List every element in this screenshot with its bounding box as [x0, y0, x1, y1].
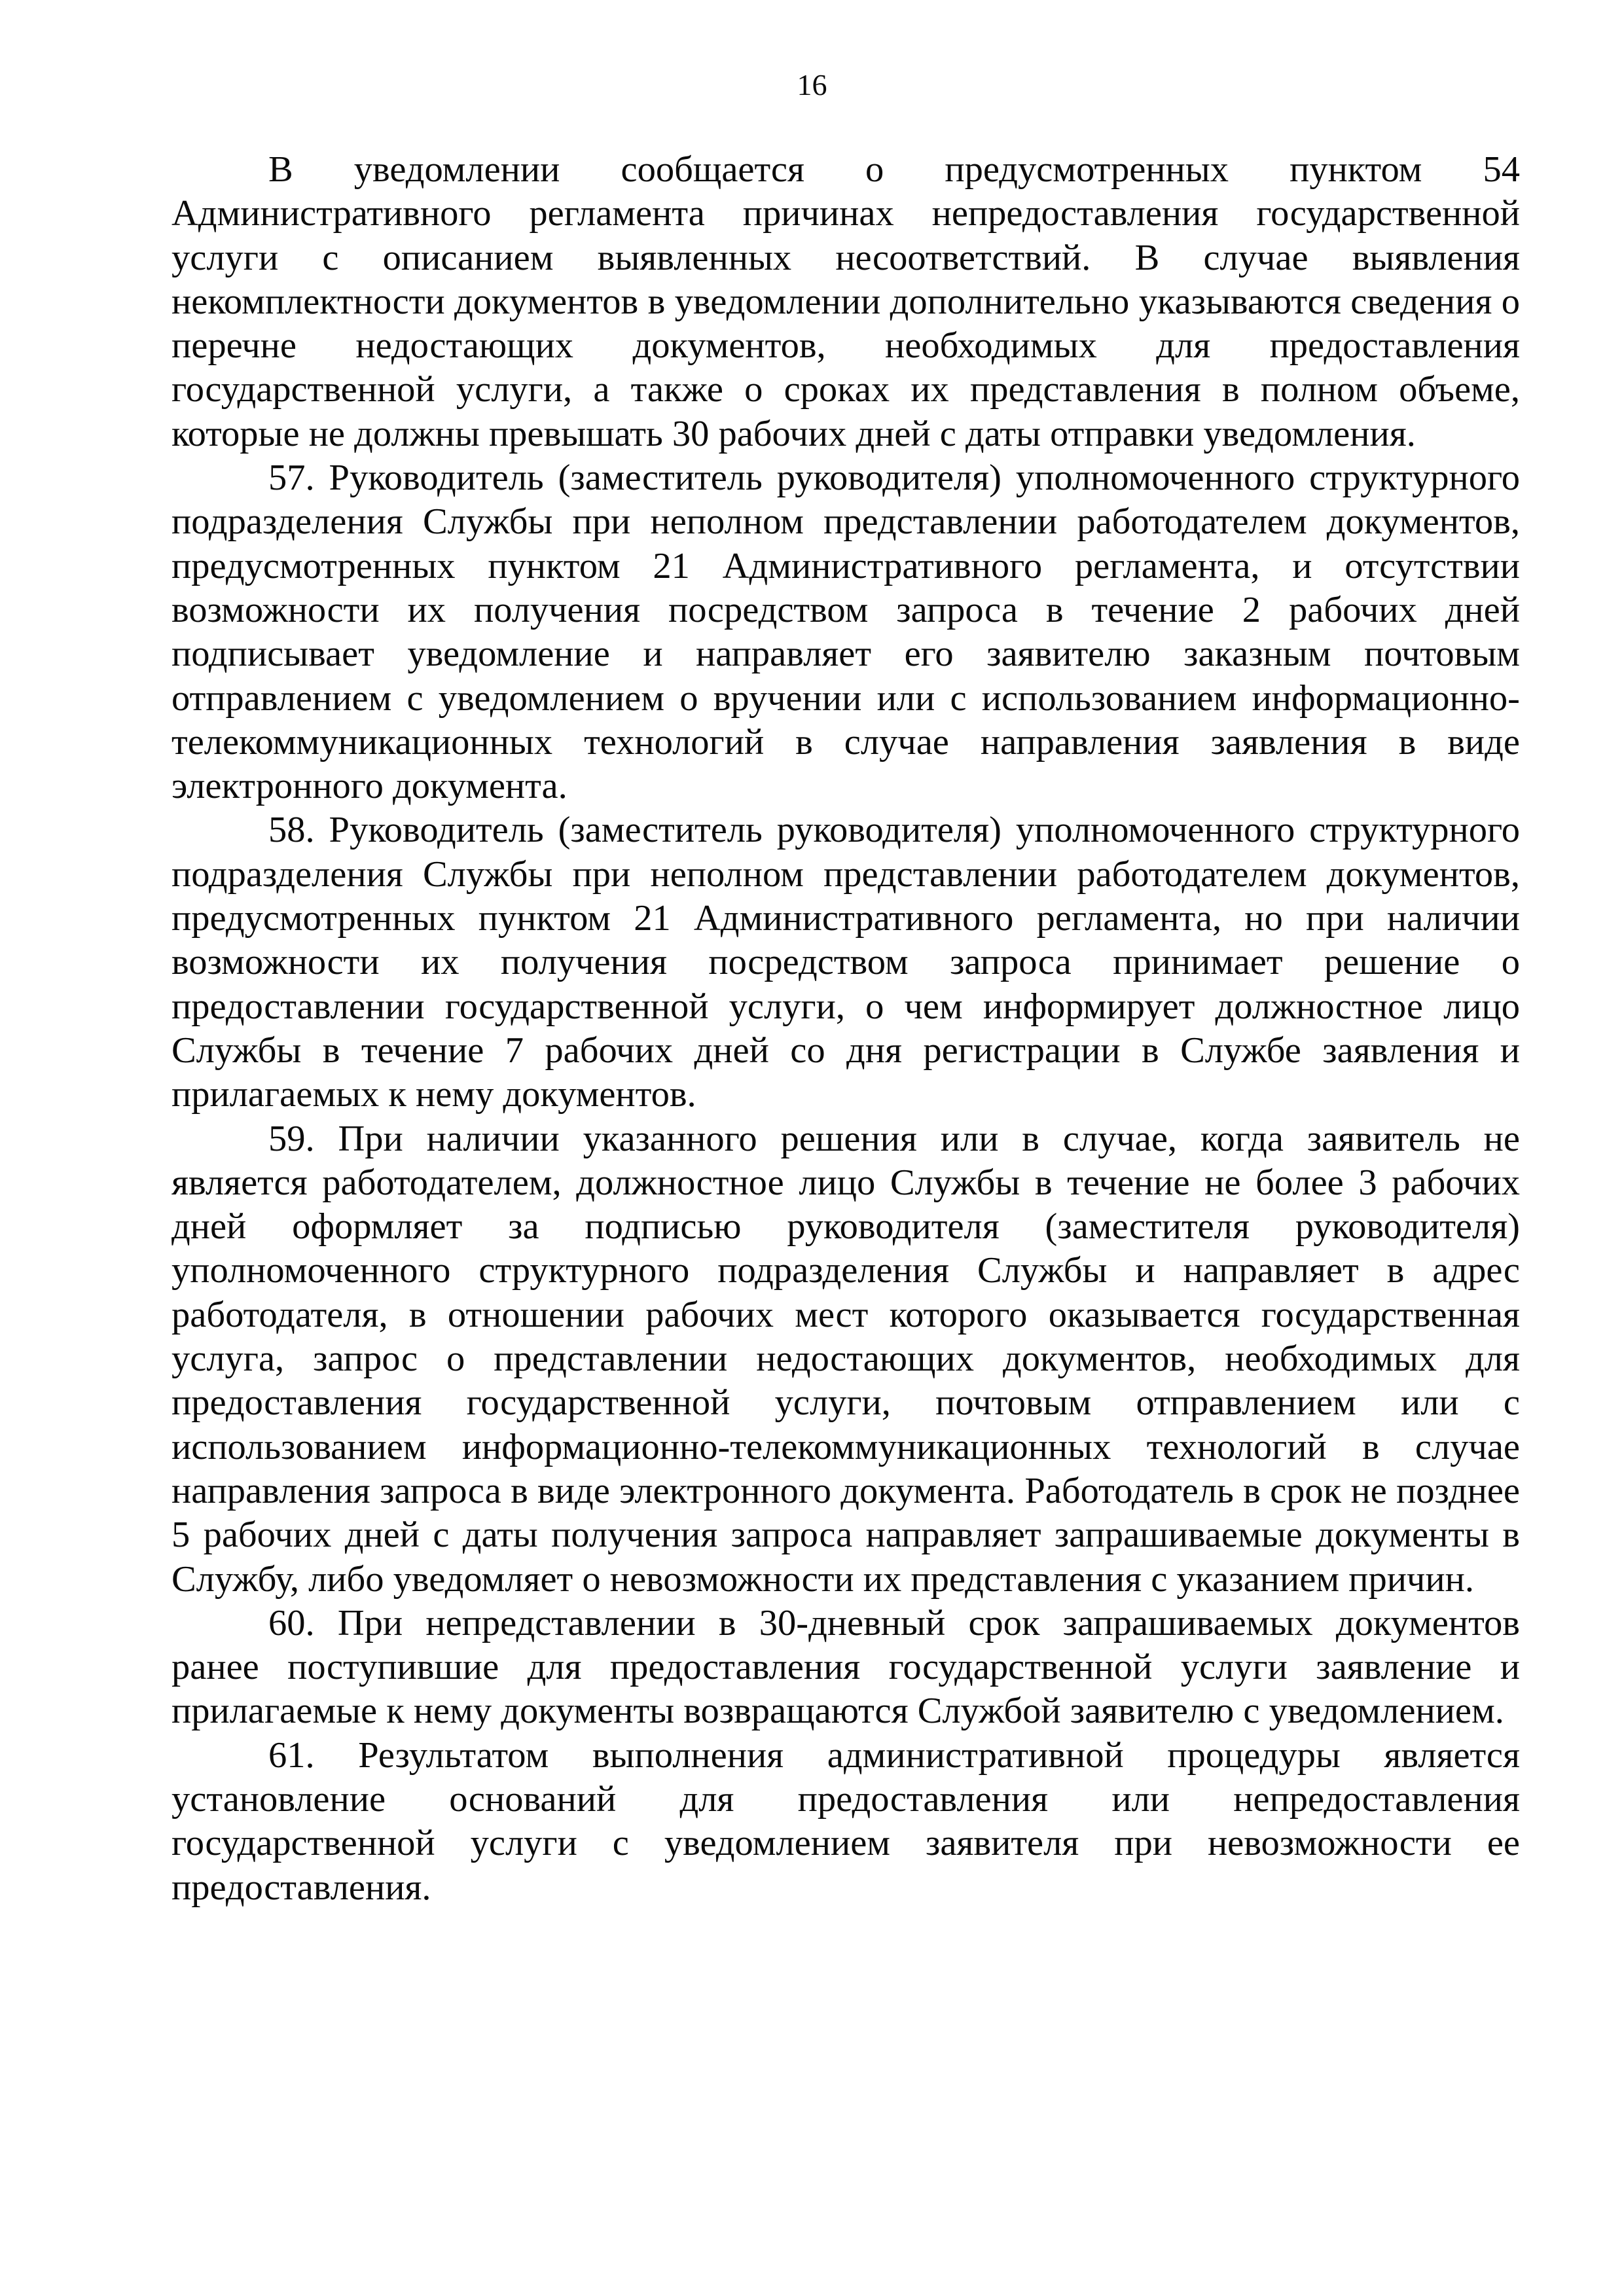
paragraph-59: 59. При наличии указанного решения или в случае, когда заявитель не является работодателем, должностное лицо Службы в течение не более 3 рабочих дней оформляет за подписью руководителя (заместителя руководителя) уполномоченного структурного подразделения Службы и направляет в адрес работодателя, в отношении рабочих мест которого оказывается государственная услуга, запрос о представлении недостающих документов, необходимых для предоставления государственной услуги, почтовым отправлением или с использованием информационно-телекоммуникационных технологий в случае направления запроса в виде электронного документа. Работодатель в срок не позднее 5 рабочих дней с даты получения запроса направляет запрашиваемые документы в Службу, либо уведомляет о невозможности их представления с указанием причин.	[171, 1118, 1520, 1600]
paragraph-57: 57. Руководитель (заместитель руководителя) уполномоченного структурного подразделения Службы при неполном представлении работодателем документов, предусмотренных пунктом 21 Административного регламента, и отсутствии возможности их получения посредством запроса в течение 2 рабочих дней подписывает уведомление и направляет его заявителю заказным почтовым отправлением с уведомлением о вручении или с использованием информационно-телекоммуникационных технологий в случае направления заявления в виде электронного документа.	[171, 457, 1520, 807]
paragraph-notification-contents: В уведомлении сообщается о предусмотренных пунктом 54 Административного регламента причинах непредоставления государственной услуги с описанием выявленных несоответствий. В случае выявления некомплектности документов в уведомлении дополнительно указываются сведения о перечне недостающих документов, необходимых для предоставления государственной услуги, а также о сроках их представления в полном объеме, которые не должны превышать 30 рабочих дней с даты отправки уведомления.	[171, 149, 1520, 454]
paragraph-61: 61. Результатом выполнения административной процедуры является установление оснований для предоставления или непредоставления государственной услуги с уведомлением заявителя при невозможности ее предоставления.	[171, 1734, 1520, 1908]
paragraph-58: 58. Руководитель (заместитель руководителя) уполномоченного структурного подразделения Службы при неполном представлении работодателем документов, предусмотренных пунктом 21 Административного регламента, но при наличии возможности их получения посредством запроса принимает решение о предоставлении государственной услуги, о чем информирует должностное лицо Службы в течение 7 рабочих дней со дня регистрации в Службе заявления и прилагаемых к нему документов.	[171, 810, 1520, 1115]
page-number: 16	[797, 68, 827, 101]
paragraph-60: 60. При непредставлении в 30-дневный срок запрашиваемых документов ранее поступившие для предоставления государственной услуги заявление и прилагаемые к нему документы возвращаются Службой заявителю с уведомлением.	[171, 1602, 1520, 1732]
document-body	[171, 148, 1520, 1910]
